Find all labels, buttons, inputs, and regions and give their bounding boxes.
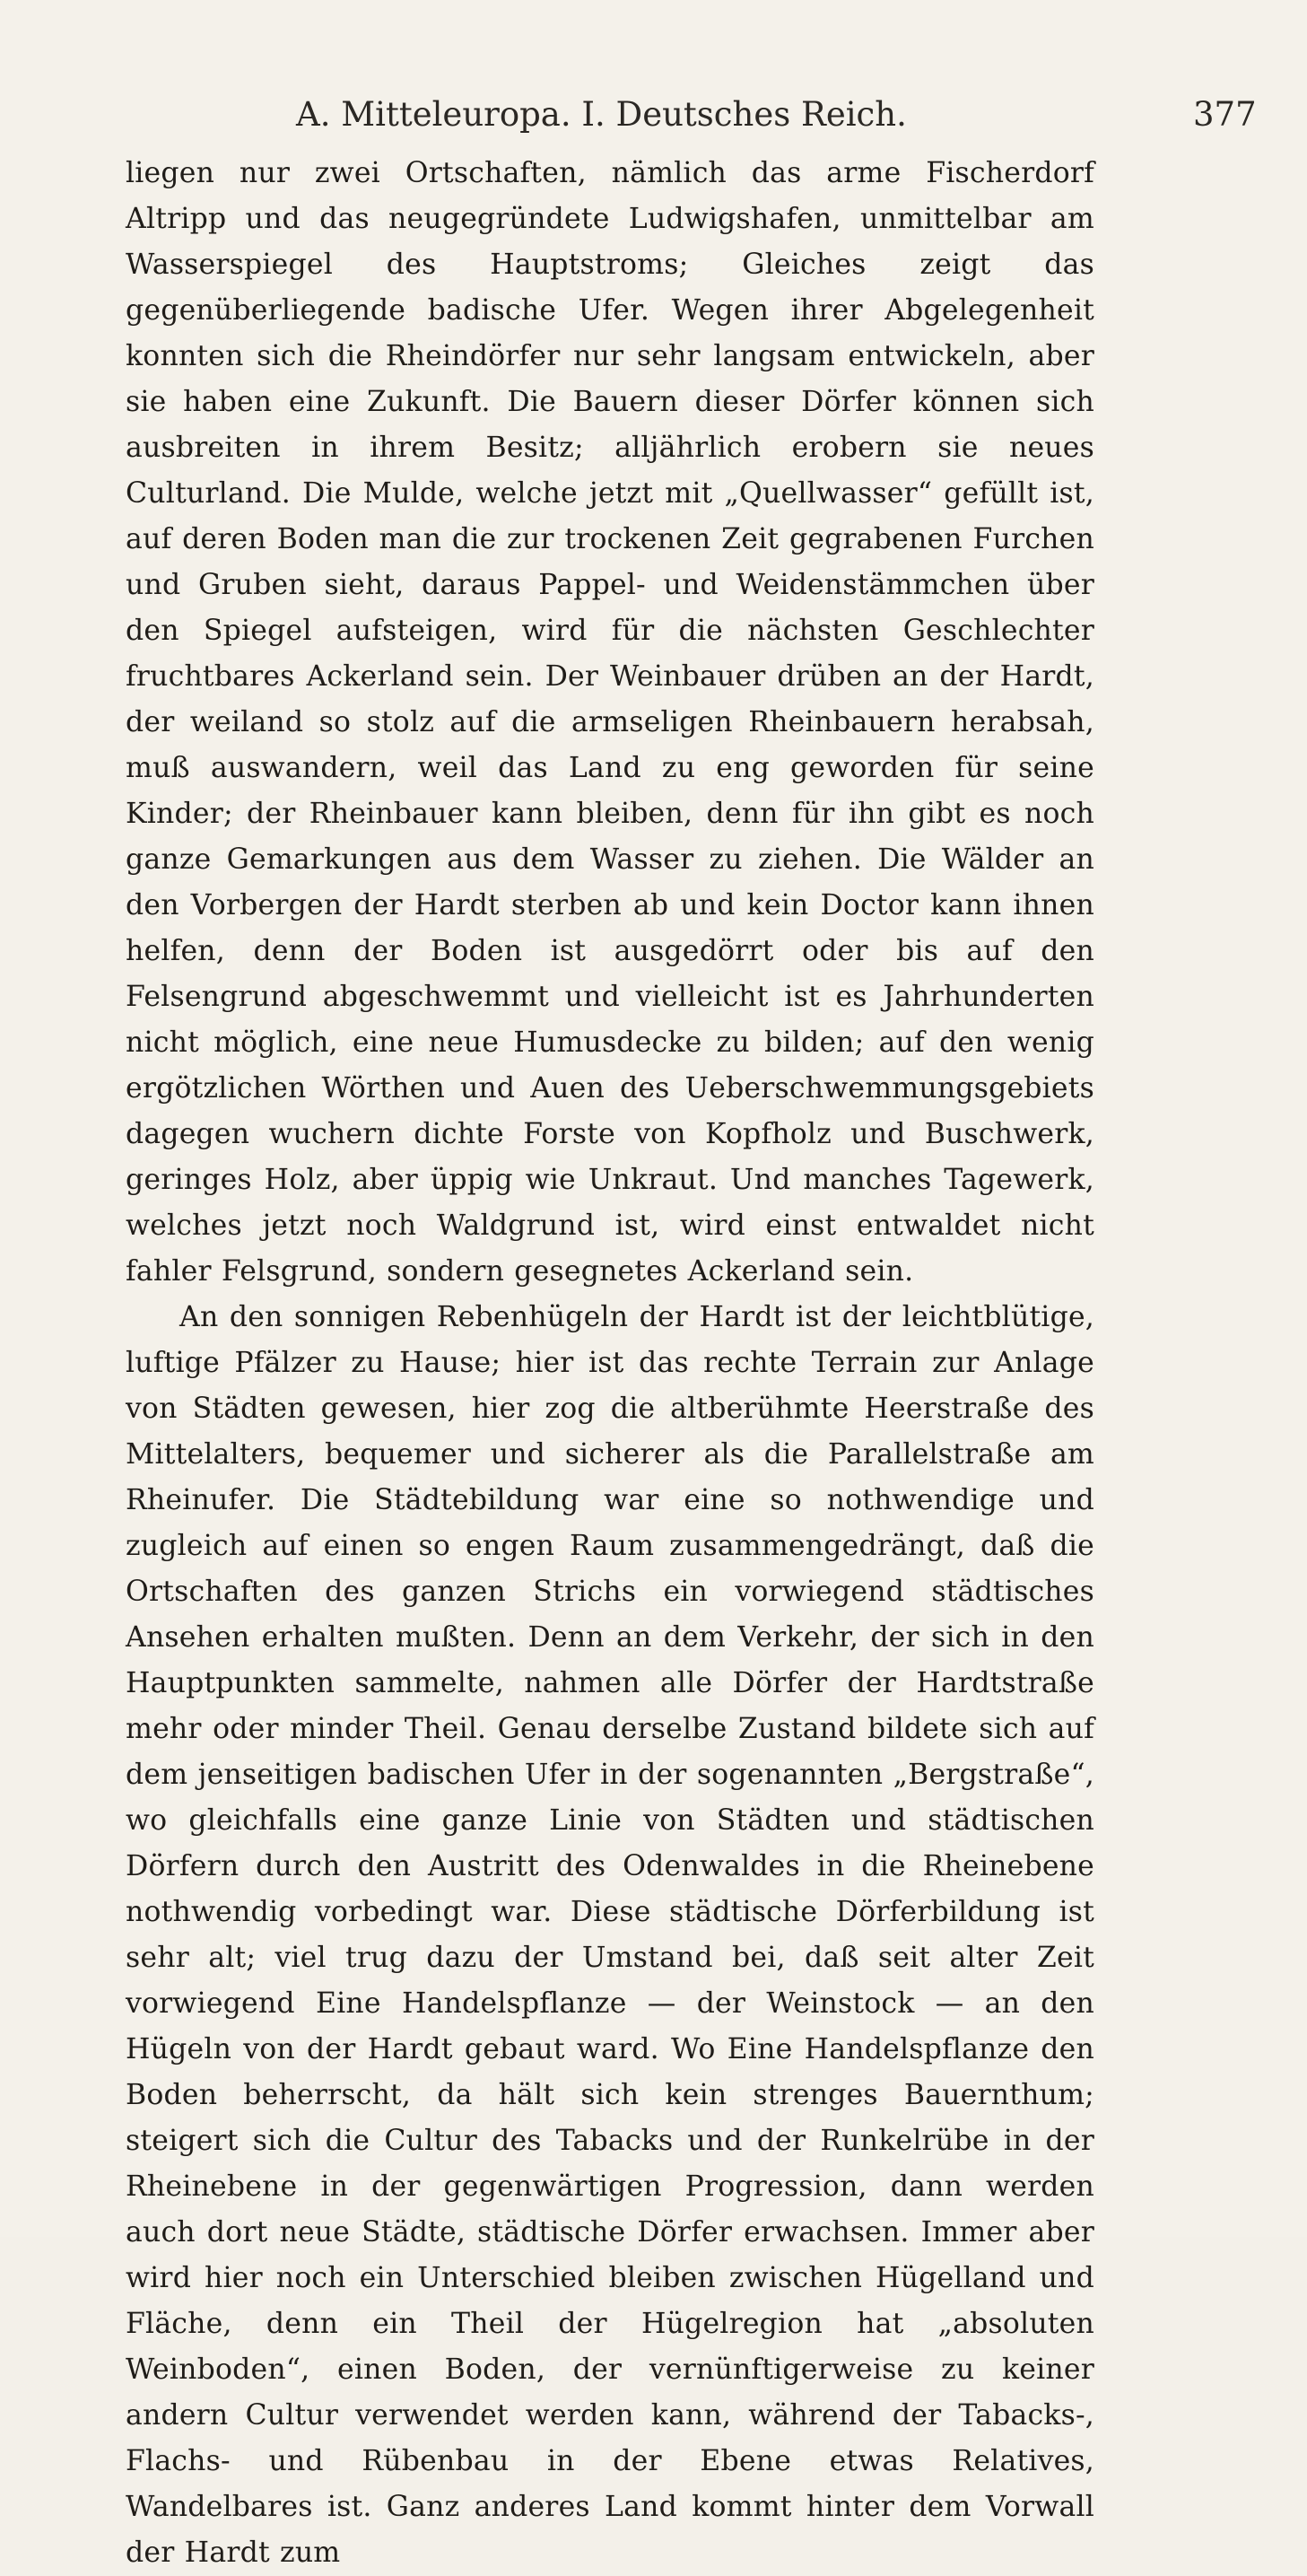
paragraph-2: An den sonnigen Rebenhügeln der Hardt ist der leichtblütige, luftige Pfälzer zu Hause; hier ist das rechte Terrain zur Anlage von Städten gewesen, hier zog die altberühmte Heerstraße des Mittelalters, bequemer und sicherer als die Parallelstraße am Rheinufer. Die Städtebildung war eine so nothwendige und zugleich auf einen so engen Raum zusammengedrängt, daß die Ortschaften des ganzen Strichs ein vorwiegend städtisches Ansehen erhalten mußten. Denn an dem Verkehr, der sich in den Hauptpunkten sammelte, nahmen alle Dörfer der Hardtstraße mehr oder minder Theil. Genau derselbe Zustand bildete sich auf dem jenseitigen badischen Ufer in der sogenannten „Bergstraße“, wo gleichfalls eine ganze Linie von Städten und städtischen Dörfern durch den Austritt des Odenwaldes in die Rheinebene nothwendig vorbedingt war. Diese städtische Dörferbildung ist sehr alt; viel trug dazu der Umstand bei, daß seit alter Zeit vorwiegend Eine Handelspflanze — der Weinstock — an den Hügeln von der Hardt gebaut ward. Wo Eine Handelspflanze den Boden beherrscht, da hält sich kein strenges Bauernthum; steigert sich die Cultur des Tabacks und der Runkelrübe in der Rheinebene in der gegenwärtigen Progression, dann werden auch dort neue Städte, städtische Dörfer erwachsen. Immer aber wird hier noch ein Unterschied bleiben zwischen Hügelland und Fläche, denn ein Theil der Hügelregion hat „absoluten Weinboden“, einen Boden, der vernünftigerweise zu keiner andern Cultur verwendet werden kann, während der Tabacks-, Flachs- und Rübenbau in der Ebene etwas Relatives, Wandelbares ist. Ganz anderes Land kommt hinter dem Vorwall der Hardt zum xyxy=(126,1301,1094,2569)
paragraph-1: liegen nur zwei Ortschaften, nämlich das arme Fischerdorf Altripp und das neugegründete Ludwigshafen, unmittelbar am Wasserspiegel des Hauptstroms; Gleiches zeigt das gegenüberliegende badische Ufer. Wegen ihrer Abgelegenheit konnten sich die Rheindörfer nur sehr langsam entwickeln, aber sie haben eine Zukunft. Die Bauern dieser Dörfer können sich ausbreiten in ihrem Besitz; alljährlich erobern sie neues Culturland. Die Mulde, welche jetzt mit „Quellwasser“ gefüllt ist, auf deren Boden man die zur trockenen Zeit gegrabenen Furchen und Gruben sieht, daraus Pappel- und Weidenstämmchen über den Spiegel aufsteigen, wird für die nächsten Geschlechter fruchtbares Ackerland sein. Der Weinbauer drüben an der Hardt, der weiland so stolz auf die armseligen Rheinbauern herabsah, muß auswandern, weil das Land zu eng geworden für seine Kinder; der Rheinbauer kann bleiben, denn für ihn gibt es noch ganze Gemarkungen aus dem Wasser zu ziehen. Die Wälder an den Vorbergen der Hardt sterben ab und kein Doctor kann ihnen helfen, denn der Boden ist ausgedörrt oder bis auf den Felsengrund abgeschwemmt und vielleicht ist es Jahrhunderten nicht möglich, eine neue Humusdecke zu bilden; auf den wenig ergötzlichen Wörthen und Auen des Ueberschwemmungsgebiets dagegen wuchern dichte Forste von Kopfholz und Buschwerk, geringes Holz, aber üppig wie Unkraut. Und manches Tagewerk, welches jetzt noch Waldgrund ist, wird einst entwaldet nicht fahler Felsgrund, sondern gesegnetes Ackerland sein. xyxy=(126,157,1094,1288)
page-bottom-margin xyxy=(242,2194,1032,2195)
page-number: 377 xyxy=(1193,95,1257,134)
running-head-title: A. Mitteleuropa. I. Deutsches Reich. xyxy=(296,95,907,134)
body-text xyxy=(126,151,1094,2576)
running-head xyxy=(296,93,1307,136)
